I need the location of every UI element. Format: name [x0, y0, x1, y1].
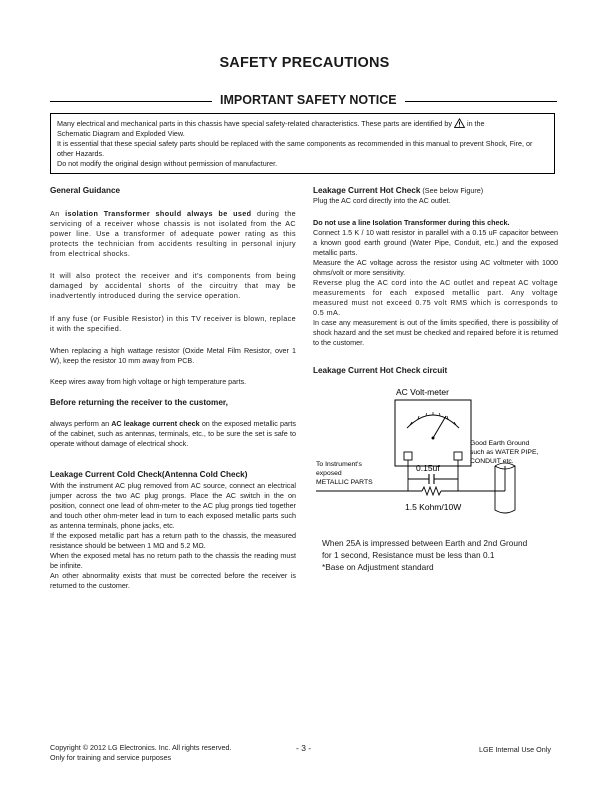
hot-check-reverse: Reverse plug the AC cord into the AC outlet and repeat AC voltage measurements for each exposed metallic part. Any voltage measured must not exceed 0.75 volt RMS which is corresponds to 0.5 mA.	[313, 278, 558, 317]
wires-paragraph: Keep wires away from high voltage or high temperature parts.	[50, 377, 247, 386]
notice-box	[50, 113, 555, 174]
page-number: - 3 -	[296, 743, 312, 753]
cold-check-heading: Leakage Current Cold Check(Antenna Cold Check)	[50, 470, 248, 479]
hot-check-circuit-diagram	[300, 380, 570, 530]
cold-check-body	[50, 481, 296, 591]
protect-paragraph: It will also protect the receiver and it's components from being damaged by accidental shorts of the circuitry that may be inadvertently introduced during the service operation.	[50, 271, 296, 300]
meter-terminal-right	[454, 452, 462, 460]
meter-terminal-left	[404, 452, 412, 460]
resistor-paragraph: When replacing a high wattage resistor (Oxide Metal Film Resistor, over 1 W), keep the resistor 10 mm away from PCB.	[50, 346, 296, 365]
note-line-1: When 25A is impressed between Earth and 2nd Ground	[322, 538, 528, 548]
warning-triangle-icon	[454, 118, 465, 128]
hot-check-heading: Leakage Current Hot Check (See below Figure)	[313, 186, 484, 195]
fuse-paragraph: If any fuse (or Fusible Resistor) in this TV receiver is blown, replace it with the specified.	[50, 314, 296, 333]
meter-needle	[433, 416, 446, 438]
footer-internal: LGE Internal Use Only	[479, 745, 551, 754]
notice-paragraph-3: Do not modify the original design without permission of manufacturer.	[57, 159, 278, 168]
resistor-zigzag	[422, 487, 441, 495]
footer-copyright-line: Copyright © 2012 LG Electronics. Inc. All rights reserved.	[50, 743, 232, 752]
ground-label-2: such as WATER PIPE,	[470, 449, 539, 456]
notice-heading: IMPORTANT SAFETY NOTICE	[212, 93, 405, 107]
general-guidance-heading: General Guidance	[50, 186, 121, 195]
ground-label-1: Good Earth Ground	[470, 440, 530, 447]
notice-line1a: Many electrical and mechanical parts in this chassis have special safety-related characteristics. These parts are identified by	[57, 119, 452, 128]
hot-check-warning: Do not use a line Isolation Transformer during this check.	[313, 218, 510, 227]
notice-line1c: Schematic Diagram and Exploded View.	[57, 129, 185, 138]
ground-label-3: CONDUIT etc.	[470, 458, 514, 465]
instrument-label-3: METALLIC PARTS	[316, 479, 373, 486]
cold-check-p2: If the exposed metallic part has a return path to the chassis, the measured resistance should be between 1 MΩ and 5.2 MΩ.	[50, 531, 296, 550]
circuit-heading: Leakage Current Hot Check circuit	[313, 366, 448, 375]
note-line-3: *Base on Adjustment standard	[322, 562, 434, 572]
page-title: SAFETY PRECAUTIONS	[219, 55, 390, 71]
meter-pivot	[432, 437, 435, 440]
meter-scale-arc	[407, 415, 459, 428]
meter-tick-3	[426, 413, 427, 416]
notice-paragraph-1	[57, 118, 548, 139]
cold-check-p3: When the exposed metal has no return path to the chassis the reading must be infinite.	[50, 551, 296, 570]
notice-paragraph-2: It is essential that these special safety parts should be replaced with the same components as recommended in this manual to prevent Shock, Fire, or other Hazards.	[57, 139, 533, 158]
cold-check-p4: An other abnormality exists that must be corrected before the receiver is returned to the customer.	[50, 571, 296, 590]
before-returning-heading: Before returning the receiver to the customer,	[50, 398, 228, 407]
leakage-check-paragraph: always perform an AC leakage current check on the exposed metallic parts of the cabinet, such as antennas, terminals, etc., to be sure the set is safe to operate without damage of electrical shock.	[50, 419, 296, 448]
meter-tick-5	[440, 413, 441, 416]
note-line-2: for 1 second, Resistance must be less than 0.1	[322, 550, 495, 560]
footer-training-line: Only for training and service purposes	[50, 753, 172, 762]
isolation-paragraph: An isolation Transformer should always be used during the servicing of a receiver whose chassis is not isolated from the AC power line. Use a transformer of adequate power rating as this protects the technician from accidents resulting in personal injury from electrical shocks.	[50, 209, 296, 258]
meter-box	[395, 400, 471, 466]
footer-copyright	[50, 743, 231, 763]
instrument-label-1: To Instrument's	[316, 461, 362, 468]
hot-check-connect: Connect 1.5 K / 10 watt resistor in parallel with a 0.15 uF capacitor between a known good earth ground (Water Pipe, Conduit, etc.) and the exposed metallic parts.	[313, 228, 558, 257]
notice-line1b: in the	[466, 119, 485, 128]
capacitor-label: 0.15uf	[416, 463, 440, 473]
resistor-label: 1.5 Kohm/10W	[405, 502, 462, 512]
hot-check-plug: Plug the AC cord directly into the AC outlet.	[313, 196, 451, 205]
ground-notes	[322, 537, 527, 573]
instrument-label-2: exposed	[316, 470, 342, 477]
hot-check-limits: In case any measurement is out of the limits specified, there is possibility of shock hazard and the set must be checked and repaired before it is returned to the customer.	[313, 318, 558, 347]
hot-check-body	[313, 218, 558, 348]
hot-check-measure: Measure the AC voltage across the resistor using AC voltmeter with 1000 ohms/volt or more sensitivity.	[313, 258, 558, 277]
meter-label: AC Volt-meter	[396, 387, 449, 397]
cold-check-p1: With the instrument AC plug removed from AC source, connect an electrical jumper across the two AC plug prongs. Place the AC switch in the on position, connect one lead of ohm-meter to the AC plug prongs tied together and touch other ohm-meter lead in turn to each exposed metallic parts such as antenna terminals, phone jacks, etc.	[50, 481, 296, 530]
